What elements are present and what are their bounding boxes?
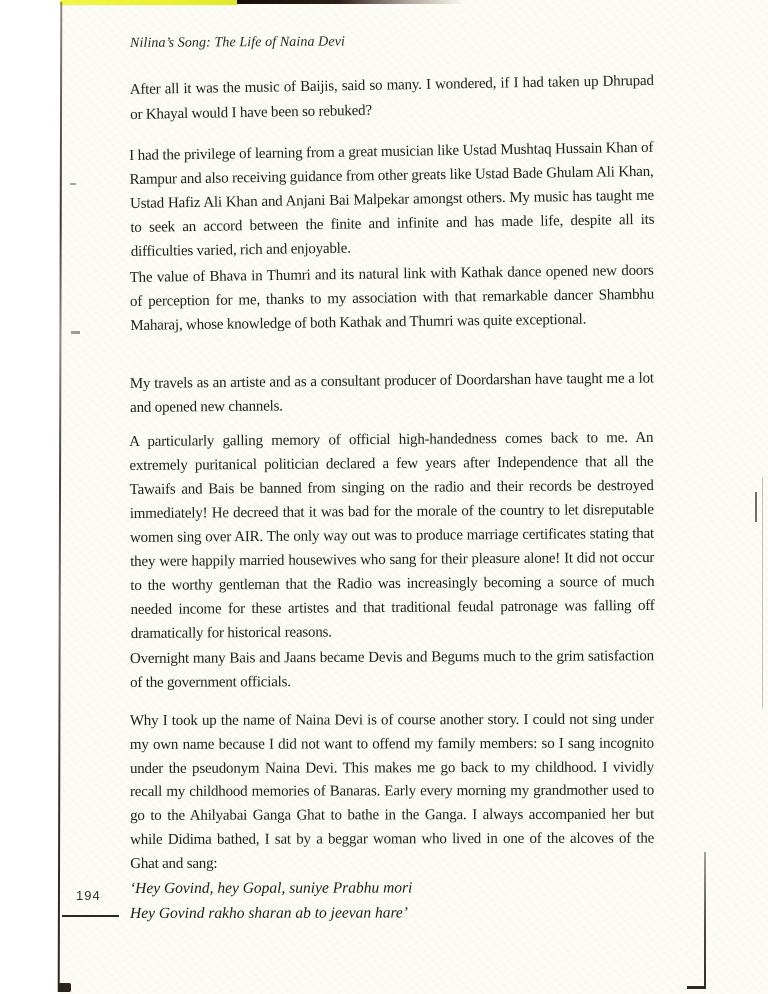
- body-paragraph: A particularly galling memory of official high-handedness comes back to me. An extremely puritanical politician declared a few years after Independence that all the Tawaifs and Bais be banned from singing on the radio and their records be destroyed immediately! He decreed that it was bad for the morale of the country to let disreputable women sing over AIR. The only way out was to produce marriage certificates stating that they were happily married housewives who sang for their pleasure alone! It did not occur to the worthy gentleman that the Radio was increasingly becoming a source of much needed income for these artistes and that traditional feudal patronage was falling off dramatically for historical reasons.: [129, 429, 655, 642]
- scan-top-ink-strip: [237, 0, 465, 4]
- scan-top-highlight-strip: [60, 0, 238, 5]
- scan-speck: [71, 331, 80, 334]
- verse-line: Hey Govind rakho sharan ab to jeevan hare’: [130, 904, 408, 922]
- verse-line: ‘Hey Govind, hey Gopal, suniye Prabhu mori: [129, 879, 413, 897]
- scan-speck: [70, 183, 76, 185]
- body-paragraph: Why I took up the name of Naina Devi is of course another story. I could not sing under my own name because I did not want to offend my family members: so I sang incognito under the pseudonym Naina Devi. This makes me go back to my childhood. I vividly recall my childhood memories of Banaras. Early every morning my grandmother used to go to the Ahilyabai Ganga Ghat to bathe in the Ganga. I always accompanied her but while Didima bathed, I sat by a beggar woman who lived in one of the alcoves of the Ghat and sang:: [129, 711, 655, 872]
- page-right-edge-line: [704, 852, 706, 988]
- song-verse: [130, 875, 610, 926]
- scan-right-tick-mark: [755, 492, 757, 522]
- body-paragraph: My travels as an artiste and as a consultant producer of Doordarshan have taught me a lot and opened new channels.: [129, 370, 654, 416]
- page-number-rule: [62, 915, 119, 917]
- page-right-edge-bottom-mark: [687, 986, 706, 989]
- body-paragraph: Overnight many Bais and Jaans became Devis and Begums much to the grim satisfaction of the government officials.: [129, 648, 654, 691]
- page-right-edge-faint-line: [762, 478, 763, 708]
- page-number: 194: [76, 888, 101, 903]
- body-paragraph: After all it was the music of Baijis, said so many. I wondered, if I had taken up Dhrupad or Khayal would I have been so rebuked?: [129, 72, 654, 123]
- body-paragraph: I had the privilege of learning from a great musician like Ustad Mushtaq Hussain Khan of Rampur and also receiving guidance from other greats like Ustad Bade Ghulam Ali Khan, Ustad Hafiz Ali Khan and Anjani Bai Malpekar amongst others. My music has taught me to seek an accord between the finite and infinite and has made life, despite all its difficulties varied, rich and enjoyable.: [129, 139, 655, 260]
- page-left-edge-bottom-mark: [58, 983, 71, 992]
- body-paragraph: The value of Bhava in Thumri and its natural link with Kathak dance opened new doors of perception for me, thanks to my association with that remarkable dancer Shambhu Maharaj, whose knowledge of both Kathak and Thumri was quite exceptional.: [129, 262, 655, 334]
- running-header-title: Nilina’s Song: The Life of Naina Devi: [129, 34, 346, 51]
